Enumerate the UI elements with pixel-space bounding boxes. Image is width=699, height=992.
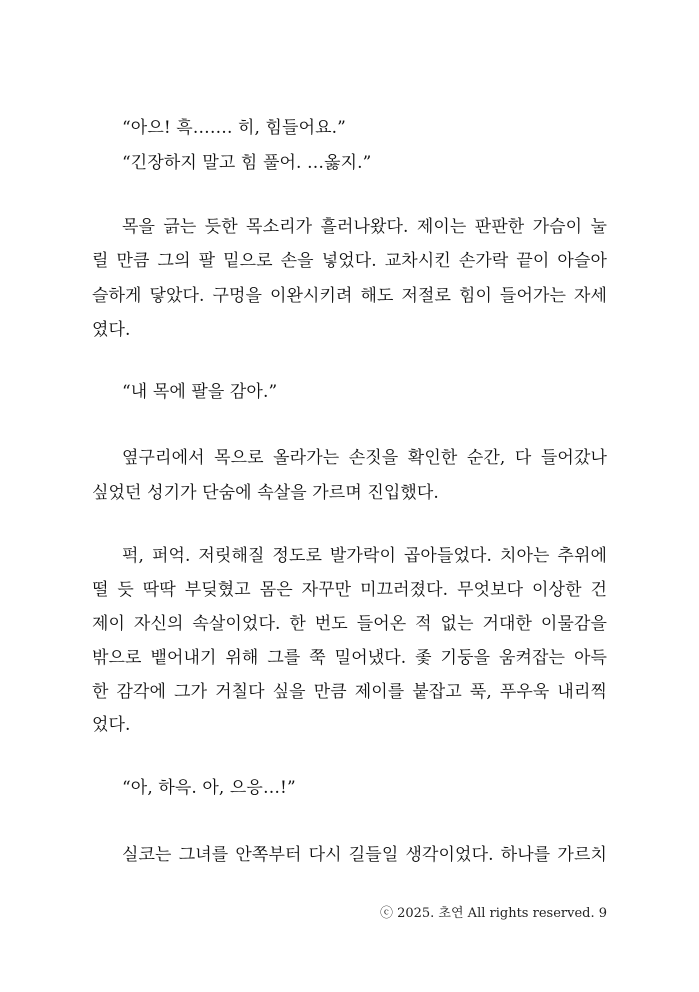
dialogue-line: “아, 하윽. 아, 으응…!” bbox=[122, 778, 296, 798]
paragraph-line: 밖으로 뱉어내기 위해 그를 쭉 밀어냈다. 좇 기둥을 움켜잡는 아득 bbox=[92, 648, 607, 668]
dialogue-line: “긴장하지 말고 힘 풀어. …옳지.” bbox=[122, 153, 372, 173]
page-footer: ⓒ 2025. 초연 All rights reserved. 9 bbox=[379, 906, 607, 921]
paragraph-line: 싶었던 성기가 단숨에 속살을 가르며 진입했다. bbox=[92, 483, 439, 503]
paragraph-line: 슬하게 닿았다. 구멍을 이완시키려 해도 저절로 힘이 들어가는 자세 bbox=[92, 286, 607, 306]
dialogue-line: “아으! 흑……. 히, 힘들어요.” bbox=[122, 118, 346, 138]
paragraph-line: 였다. bbox=[92, 320, 131, 340]
paragraph-line: 실코는 그녀를 안쪽부터 다시 길들일 생각이었다. 하나를 가르치 bbox=[122, 845, 607, 865]
paragraph-line: 떨 듯 딱딱 부딪혔고 몸은 자꾸만 미끄러졌다. 무엇보다 이상한 건 bbox=[92, 580, 607, 600]
paragraph-line: 제이 자신의 속살이었다. 한 번도 들어온 적 없는 거대한 이물감을 bbox=[92, 614, 607, 634]
paragraph-line: 릴 만큼 그의 팔 밑으로 손을 넣었다. 교차시킨 손가락 끝이 아슬아 bbox=[92, 251, 607, 271]
paragraph-line: 었다. bbox=[92, 715, 131, 735]
paragraph-line: 한 감각에 그가 거칠다 싶을 만큼 제이를 붙잡고 푹, 푸우욱 내리찍 bbox=[92, 682, 607, 702]
paragraph-line: 퍽, 퍼억. 저릿해질 정도로 발가락이 곱아들었다. 치아는 추위에 bbox=[122, 546, 607, 566]
dialogue-line: “내 목에 팔을 감아.” bbox=[122, 382, 278, 402]
paragraph-line: 목을 긁는 듯한 목소리가 흘러나왔다. 제이는 판판한 가슴이 눌 bbox=[122, 217, 607, 237]
paragraph-line: 옆구리에서 목으로 올라가는 손짓을 확인한 순간, 다 들어갔나 bbox=[122, 448, 607, 468]
